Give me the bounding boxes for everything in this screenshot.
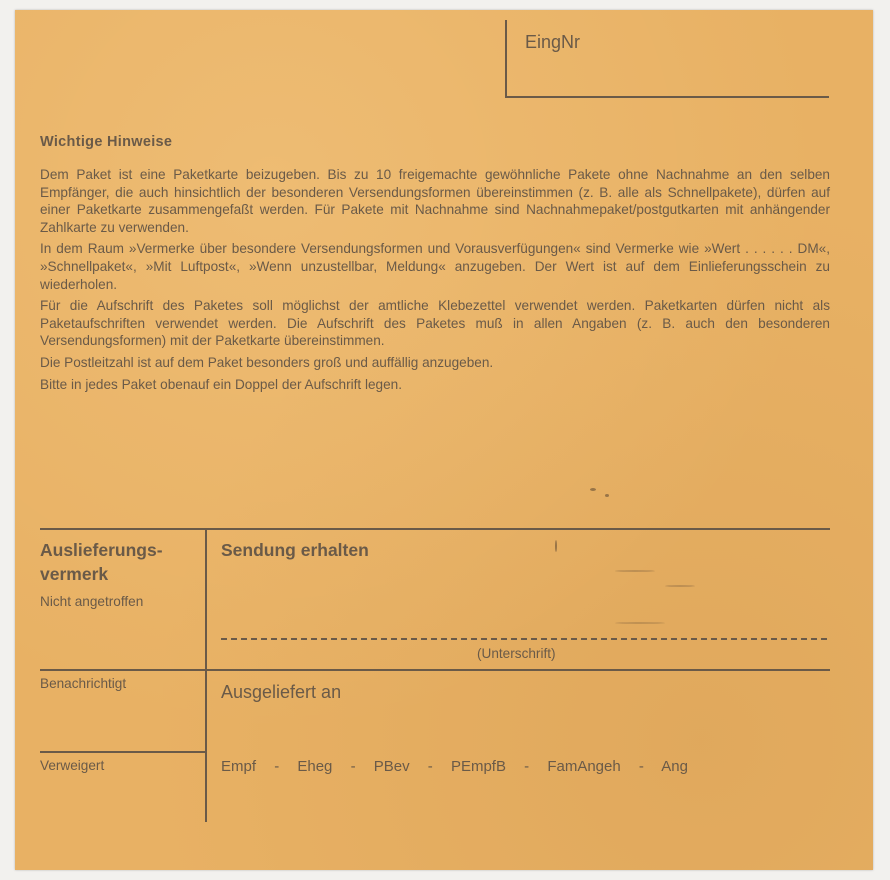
unterschrift-label: (Unterschrift)	[477, 646, 556, 661]
hinweise-paragraph: Dem Paket ist eine Paketkarte beizugeben. Bis zu 10 freigemachte gewöhnliche Pakete ohne Nachnahme an den selben Empfänger, die auch hinsichtlich der besonderen Versendungsformen übereinstimmen (z. B. alle als Schnellpakete), dürfen auf einer Paketkarte zusammengefaßt werden. Für Pakete mit Nachnahme sind Nachnahmepaket/postgutkarten mit anhängender Zahlkarte zu verwenden.	[40, 167, 830, 235]
stamp-speck	[555, 540, 557, 552]
code-sep: -	[274, 758, 280, 775]
signature-line	[221, 638, 827, 640]
form-top-line	[40, 528, 830, 530]
nicht-angetroffen-label: Nicht angetroffen	[40, 594, 144, 609]
code-pempfb: PEmpfB	[450, 758, 506, 775]
hinweise-title: Wichtige Hinweise	[40, 134, 173, 150]
eingnr-label: EingNr	[525, 32, 581, 52]
code-empf: Empf	[221, 758, 257, 775]
hinweise-paragraph: Die Postleitzahl ist auf dem Paket besonders groß und auffällig anzugeben.	[40, 354, 494, 370]
auslieferungsvermerk-line2: vermerk	[40, 564, 109, 584]
code-sep: -	[427, 758, 433, 775]
form-left-lower-line	[40, 751, 205, 753]
stamp-speck	[605, 494, 609, 497]
eingnr-box	[505, 20, 829, 98]
stamp-speck	[590, 488, 596, 491]
verweigert-label: Verweigert	[40, 758, 105, 773]
code-sep: -	[524, 758, 530, 775]
code-eheg: Eheg	[297, 758, 333, 775]
hinweise-text	[40, 166, 830, 397]
hinweise-paragraph: Bitte in jedes Paket obenauf ein Doppel der Aufschrift legen.	[40, 376, 402, 392]
code-famangeh: FamAngeh	[547, 758, 621, 775]
code-sep: -	[350, 758, 356, 775]
benachrichtigt-label: Benachrichtigt	[40, 676, 127, 691]
stamp-speck	[665, 585, 695, 587]
code-ang: Ang	[661, 758, 688, 775]
auslieferungsvermerk-line1: Auslieferungs-	[40, 540, 163, 560]
hinweise-paragraph: In dem Raum »Vermerke über besondere Versendungsformen und Vorausverfügungen« sind Vermerke wie »Wert . . . . . . DM«, »Schnellpaket«, »Mit Luftpost«, »Wenn unzustellbar, Meldung« anzugeben. Der Wert ist auf dem Einlieferungsschein zu wiederholen.	[40, 241, 830, 292]
ausgeliefert-an-label: Ausgeliefert an	[221, 682, 342, 702]
hinweise-paragraph: Für die Aufschrift des Paketes soll möglichst der amtliche Klebezettel verwendet werden. Paketkarten dürfen nicht als Paketaufschriften verwendet werden. Die Aufschrift des Paketes muß in allen Angaben (z. B. auch den besonderen Versendungsformen) mit der Paketkarte übereinstimmen.	[40, 298, 830, 349]
stamp-speck	[615, 570, 655, 572]
auslieferungsvermerk-label	[40, 538, 163, 586]
stamp-speck	[615, 622, 665, 624]
sendung-erhalten-label: Sendung erhalten	[221, 540, 369, 560]
form-column-divider	[205, 530, 207, 822]
recipient-codes	[221, 758, 700, 775]
parcel-card-back	[15, 10, 873, 870]
form-middle-line	[40, 669, 830, 671]
code-sep: -	[638, 758, 644, 775]
code-pbev: PBev	[373, 758, 410, 775]
